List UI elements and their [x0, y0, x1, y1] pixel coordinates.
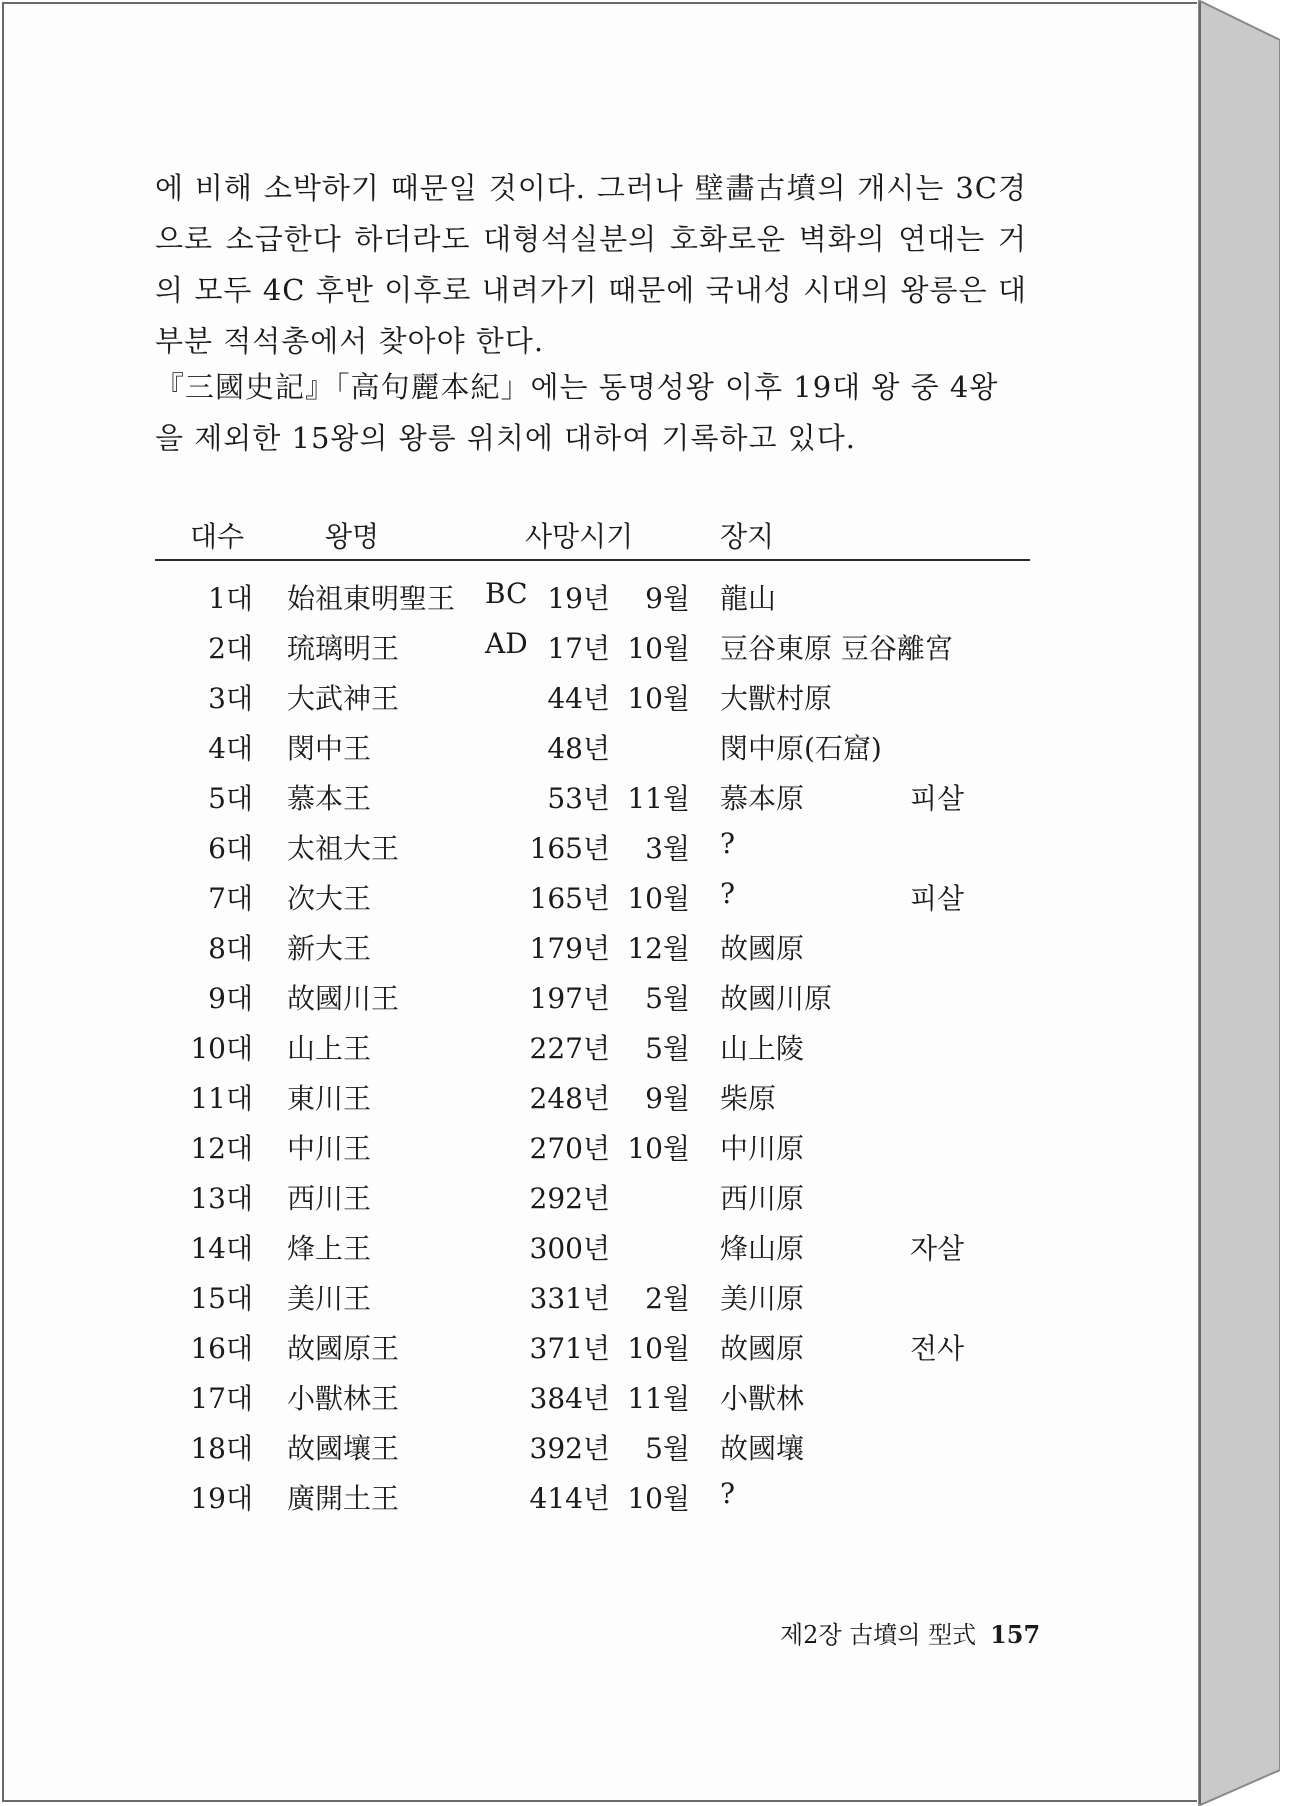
cell-year: 384년: [529, 1382, 610, 1415]
cell-num: 15대: [190, 1282, 253, 1315]
cell-note: 피살: [910, 782, 965, 815]
header-name: 왕명: [325, 520, 380, 553]
cell-place: 故國壤: [720, 1432, 805, 1465]
cell-name: 始祖東明聖王: [287, 582, 456, 615]
cell-place: 閔中原(石窟): [720, 732, 882, 765]
cell-year: 331년: [529, 1282, 610, 1315]
cell-num: 4대: [208, 732, 253, 765]
cell-num: 18대: [190, 1432, 253, 1465]
cell-month: 10월: [627, 632, 690, 665]
cell-era: BC: [485, 577, 528, 610]
cell-place: 烽山原: [720, 1232, 805, 1265]
cell-month: 12월: [627, 932, 690, 965]
table-body: [155, 577, 1030, 1527]
cell-month: 10월: [627, 1132, 690, 1165]
cell-place: 豆谷東原 豆谷離宮: [720, 632, 953, 665]
cell-year: 53년: [547, 782, 610, 815]
cell-month: 9월: [645, 1082, 690, 1115]
cell-name: 次大王: [287, 882, 372, 915]
cell-place: 柴原: [720, 1082, 777, 1115]
table-row: [155, 1127, 1030, 1177]
table-row: [155, 1477, 1030, 1527]
cell-num: 8대: [208, 932, 253, 965]
cell-name: 故國原王: [287, 1332, 400, 1365]
cell-year: 371년: [529, 1332, 610, 1365]
cell-month: 10월: [627, 682, 690, 715]
cell-num: 7대: [208, 882, 253, 915]
table-row: [155, 1227, 1030, 1277]
cell-year: 197년: [529, 982, 610, 1015]
table-row: [155, 1377, 1030, 1427]
cell-note: 전사: [910, 1332, 965, 1365]
cell-name: 東川王: [287, 1082, 372, 1115]
cell-place: ?: [720, 877, 736, 910]
table-row: [155, 977, 1030, 1027]
cell-year: 392년: [529, 1432, 610, 1465]
cell-place: ?: [720, 1477, 736, 1510]
kings-tomb-table: [155, 515, 1030, 1515]
cell-month: 5월: [645, 1432, 690, 1465]
cell-name: 慕本王: [287, 782, 372, 815]
table-header-rule: [155, 559, 1030, 561]
header-num: 대수: [190, 520, 245, 553]
cell-num: 12대: [190, 1132, 253, 1165]
cell-year: 19년: [547, 582, 610, 615]
table-row: [155, 677, 1030, 727]
cell-num: 13대: [190, 1182, 253, 1215]
cell-place: 大獸村原: [720, 682, 833, 715]
table-row: [155, 1077, 1030, 1127]
cell-num: 5대: [208, 782, 253, 815]
cell-month: 10월: [627, 1332, 690, 1365]
cell-year: 300년: [529, 1232, 610, 1265]
cell-year: 165년: [529, 882, 610, 915]
page-number: 157: [990, 1620, 1041, 1649]
table-row: [155, 777, 1030, 827]
cell-place: 西川原: [720, 1182, 805, 1215]
header-death: 사망시기: [525, 520, 634, 553]
table-row: [155, 627, 1030, 677]
cell-month: 10월: [627, 1482, 690, 1515]
page-footer: [780, 1615, 1040, 1650]
cell-year: 165년: [529, 832, 610, 865]
cell-place: 中川原: [720, 1132, 805, 1165]
cell-month: 11월: [627, 1382, 690, 1415]
cell-year: 44년: [547, 682, 610, 715]
cell-name: 新大王: [287, 932, 372, 965]
table-row: [155, 827, 1030, 877]
cell-place: 故國原: [720, 932, 805, 965]
cell-place: 龍山: [720, 582, 777, 615]
cell-num: 17대: [190, 1382, 253, 1415]
cell-month: 3월: [645, 832, 690, 865]
cell-place: 故國川原: [720, 982, 833, 1015]
cell-month: 5월: [645, 1032, 690, 1065]
cell-note: 피살: [910, 882, 965, 915]
cell-name: 廣開土王: [287, 1482, 400, 1515]
cell-month: 2월: [645, 1282, 690, 1315]
cell-month: 5월: [645, 982, 690, 1015]
cell-num: 14대: [190, 1232, 253, 1265]
header-place: 장지: [720, 520, 775, 553]
cell-name: 琉璃明王: [287, 632, 400, 665]
table-row: [155, 727, 1030, 777]
cell-place: 美川原: [720, 1282, 805, 1315]
cell-num: 1대: [208, 582, 253, 615]
body-paragraph-1: 에 비해 소박하기 때문일 것이다. 그러나 壁畵古墳의 개시는 3C경으로 소급한다 하더라도 대형석실분의 호화로운 벽화의 연대는 거의 모두 4C 후반 이후로 내려가기 때문에 국내성 시대의 왕릉은 대부분 적석총에서 찾아야 한다.: [155, 171, 1027, 358]
cell-name: 小獸林王: [287, 1382, 400, 1415]
table-row: [155, 1327, 1030, 1377]
cell-place: ?: [720, 827, 736, 860]
cell-num: 11대: [190, 1082, 253, 1115]
table-row: [155, 1027, 1030, 1077]
cell-month: 9월: [645, 582, 690, 615]
cell-note: 자살: [910, 1232, 965, 1265]
table-row: [155, 1277, 1030, 1327]
cell-era: AD: [485, 627, 528, 660]
cell-year: 292년: [529, 1182, 610, 1215]
cell-num: 10대: [190, 1032, 253, 1065]
cell-name: 故國川王: [287, 982, 400, 1015]
cell-place: 故國原: [720, 1332, 805, 1365]
table-row: [155, 577, 1030, 627]
cell-name: 太祖大王: [287, 832, 400, 865]
cell-year: 227년: [529, 1032, 610, 1065]
cell-year: 179년: [529, 932, 610, 965]
cell-month: 10월: [627, 882, 690, 915]
cell-name: 西川王: [287, 1182, 372, 1215]
cell-name: 山上王: [287, 1032, 372, 1065]
cell-year: 248년: [529, 1082, 610, 1115]
running-title: 제2장 古墳의 型式: [780, 1621, 977, 1649]
cell-num: 9대: [208, 982, 253, 1015]
cell-year: 17년: [547, 632, 610, 665]
cell-num: 2대: [208, 632, 253, 665]
cell-name: 美川王: [287, 1282, 372, 1315]
cell-name: 故國壤王: [287, 1432, 400, 1465]
cell-name: 中川王: [287, 1132, 372, 1165]
cell-year: 270년: [529, 1132, 610, 1165]
table-row: [155, 1427, 1030, 1477]
table-header: [155, 515, 1030, 559]
table-row: [155, 877, 1030, 927]
body-paragraph-2: 『三國史記』「高句麗本紀」에는 동명성왕 이후 19대 왕 중 4왕을 제외한 15왕의 왕릉 위치에 대하여 기록하고 있다.: [155, 370, 999, 455]
cell-place: 山上陵: [720, 1032, 805, 1065]
page-edge-shadow: [1198, 0, 1280, 1806]
cell-num: 19대: [190, 1482, 253, 1515]
cell-year: 48년: [547, 732, 610, 765]
cell-place: 小獸林: [720, 1382, 805, 1415]
cell-month: 11월: [627, 782, 690, 815]
table-row: [155, 927, 1030, 977]
cell-name: 大武神王: [287, 682, 400, 715]
cell-num: 16대: [190, 1332, 253, 1365]
table-row: [155, 1177, 1030, 1227]
cell-place: 慕本原: [720, 782, 805, 815]
cell-num: 3대: [208, 682, 253, 715]
cell-name: 閔中王: [287, 732, 372, 765]
cell-year: 414년: [529, 1482, 610, 1515]
cell-name: 烽上王: [287, 1232, 372, 1265]
cell-num: 6대: [208, 832, 253, 865]
